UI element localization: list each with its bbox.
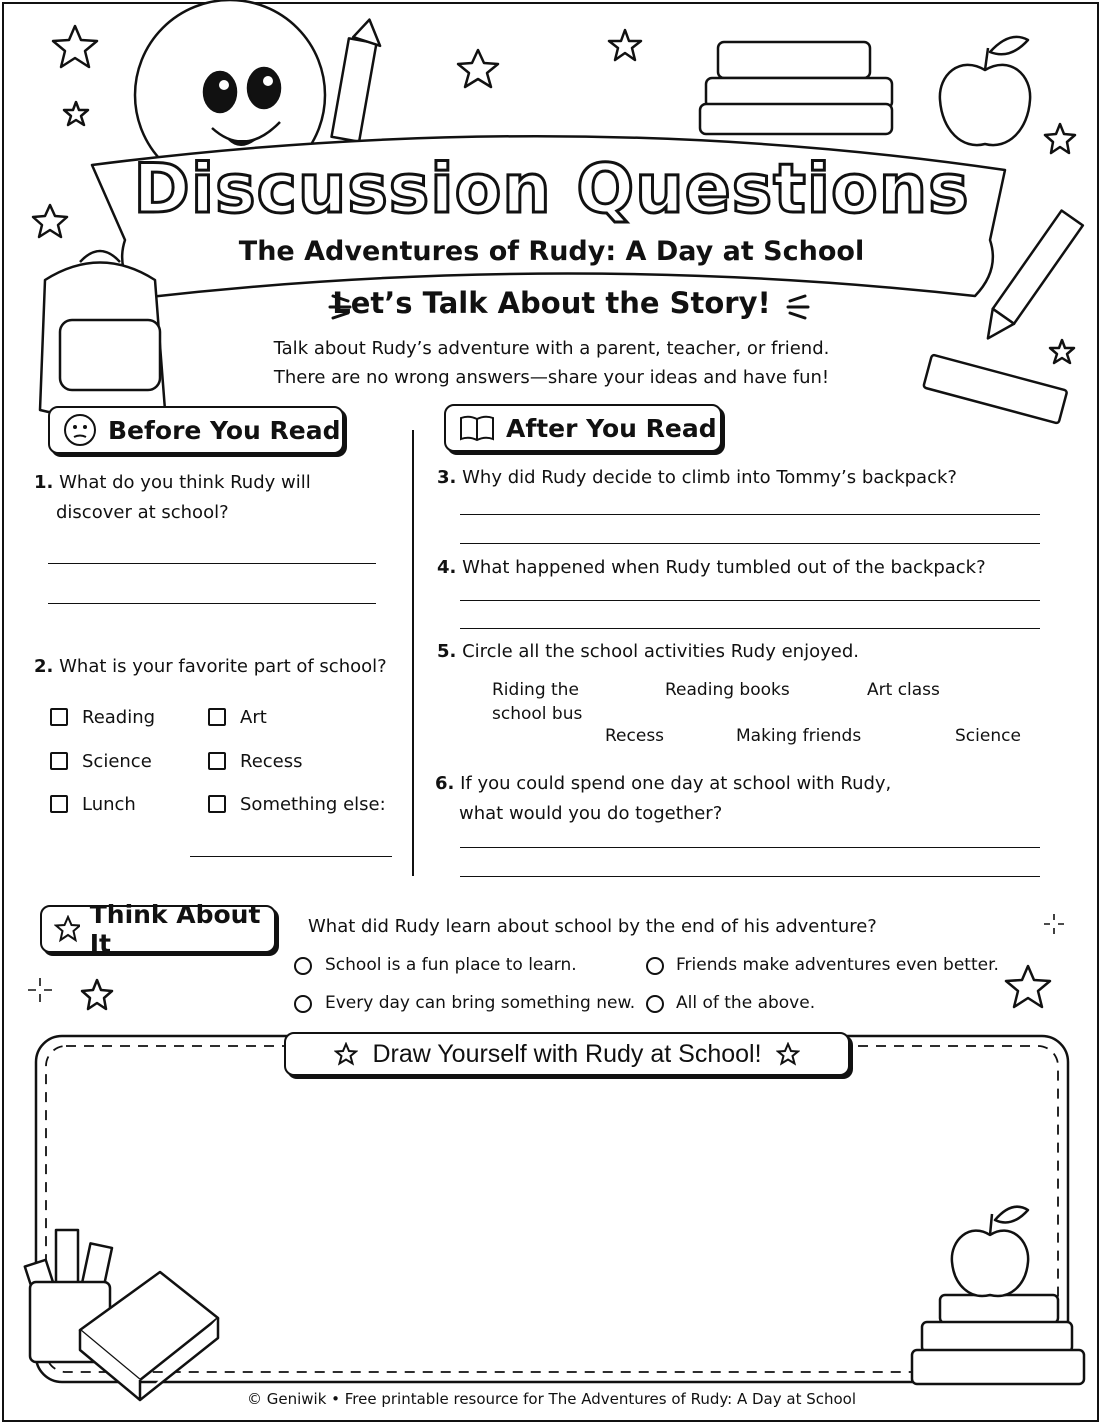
- talk-heading: Let’s Talk About the Story!: [332, 286, 771, 320]
- something-else-line[interactable]: [190, 856, 392, 857]
- star-icon: [776, 1042, 800, 1066]
- pencil-icon: [332, 17, 385, 141]
- apple-icon: [940, 37, 1030, 145]
- option-lunch[interactable]: [50, 795, 68, 813]
- activity-making-friends[interactable]: Making friends: [736, 726, 862, 746]
- book-subtitle: The Adventures of Rudy: A Day at School: [238, 236, 865, 267]
- choice-all[interactable]: [646, 995, 664, 1013]
- choice-friends[interactable]: [646, 957, 664, 975]
- question-6: 6. If you could spend one day at school with Rudy, what would you do together?: [435, 773, 892, 824]
- answer-line[interactable]: [460, 600, 1040, 601]
- answer-line[interactable]: [460, 628, 1040, 629]
- choice-something-new[interactable]: [294, 995, 312, 1013]
- think-question: What did Rudy learn about school by the end of his adventure?: [308, 916, 877, 937]
- answer-line[interactable]: [460, 543, 1040, 544]
- activity-art-class[interactable]: Art class: [867, 680, 940, 700]
- option-recess[interactable]: [208, 752, 226, 770]
- option-science[interactable]: [50, 752, 68, 770]
- page-title: Discussion Questions: [133, 150, 970, 229]
- question-5: 5. Circle all the school activities Rudy enjoyed.: [437, 641, 859, 662]
- answer-line[interactable]: [460, 876, 1040, 877]
- option-reading[interactable]: [50, 708, 68, 726]
- star-icon: [609, 30, 641, 60]
- choice-fun-place[interactable]: [294, 957, 312, 975]
- star-icon: [64, 102, 88, 125]
- activity-reading-books[interactable]: Reading books: [665, 680, 790, 700]
- option-something-else[interactable]: [208, 795, 226, 813]
- star-icon: [54, 915, 80, 943]
- draw-header: Draw Yourself with Rudy at School!: [284, 1032, 850, 1076]
- question-2: 2. What is your favorite part of school?: [34, 656, 387, 677]
- star-icon: [53, 26, 97, 67]
- thinking-face-icon: [62, 412, 98, 448]
- before-you-read-header: Before You Read: [48, 406, 344, 454]
- answer-line[interactable]: [48, 603, 376, 604]
- star-icon: [458, 50, 498, 87]
- think-about-it-header: Think About It: [40, 905, 276, 953]
- answer-line[interactable]: [48, 563, 376, 564]
- star-icon: [1045, 124, 1075, 153]
- option-art[interactable]: [208, 708, 226, 726]
- open-book-icon: [458, 413, 496, 443]
- question-1: 1. What do you think Rudy will discover at school?: [34, 472, 311, 523]
- star-icon: [82, 980, 112, 1009]
- star-icon: [1006, 966, 1050, 1007]
- activity-recess[interactable]: Recess: [605, 726, 665, 746]
- question-4: 4. What happened when Rudy tumbled out of the backpack?: [437, 557, 986, 578]
- answer-line[interactable]: [460, 514, 1040, 515]
- intro-text: Talk about Rudy’s adventure with a parent, teacher, or friend. There are no wrong answers—share your ideas and have fun!: [273, 338, 830, 388]
- answer-line[interactable]: [460, 847, 1040, 848]
- activity-riding-bus[interactable]: Riding the school bus: [492, 680, 583, 724]
- footer-credit: © Geniwik • Free printable resource for The Adventures of Rudy: A Day at School: [246, 1390, 857, 1408]
- activity-science[interactable]: Science: [955, 726, 1021, 746]
- star-icon: [334, 1042, 358, 1066]
- books-icon: [700, 42, 892, 134]
- after-you-read-header: After You Read: [444, 404, 722, 452]
- question-3: 3. Why did Rudy decide to climb into Tommy’s backpack?: [437, 467, 957, 488]
- drawing-area[interactable]: [120, 1090, 980, 1280]
